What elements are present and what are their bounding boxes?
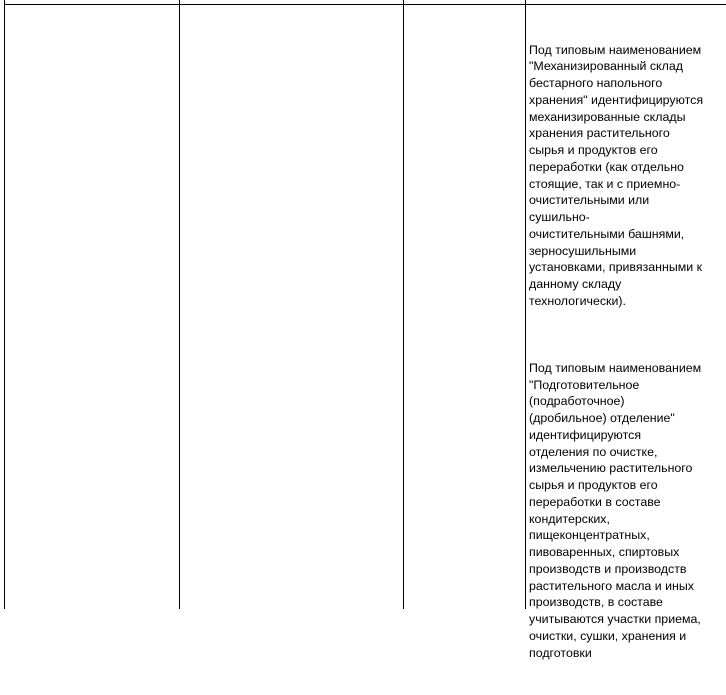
text-line: установками, привязанными к xyxy=(529,260,703,275)
text-line: растительного масла и иных xyxy=(529,578,694,593)
text-line: "Подготовительное xyxy=(529,377,640,392)
text-line: идентифицируются xyxy=(529,427,642,442)
table-cell-description xyxy=(529,8,723,695)
column-border-3 xyxy=(403,0,404,609)
text-line: хранения" идентифицируются xyxy=(529,92,704,107)
text-line: Под типовым наименованием xyxy=(529,360,702,375)
text-line: пивоваренных, спиртовых xyxy=(529,545,680,559)
text-line: пищеконцентратных, xyxy=(529,528,650,543)
text-line: "Механизированный склад xyxy=(529,59,683,74)
column-border-4 xyxy=(525,0,526,609)
text-line: подготовки xyxy=(529,645,592,660)
text-line: измельчению растительного xyxy=(529,461,693,476)
text-line: стоящие, так и с приемно- xyxy=(529,176,681,191)
text-line: производств, в составе xyxy=(529,595,663,610)
text-line: кондитерских, xyxy=(529,511,610,526)
column-border-2 xyxy=(179,0,180,609)
text-line: бестарного напольного xyxy=(529,76,663,90)
text-line: (подработочное) xyxy=(529,394,625,409)
text-line: сырья и продуктов его xyxy=(529,478,658,492)
column-border-1 xyxy=(4,0,5,609)
text-line: (дробильное) отделение" xyxy=(529,411,675,425)
text-line: сырья и продуктов его xyxy=(529,143,658,157)
table-top-border xyxy=(4,4,726,5)
text-line: хранения растительного xyxy=(529,126,670,141)
text-line: сушильно- xyxy=(529,210,590,224)
text-line: производств и производств xyxy=(529,561,687,576)
text-line: зерносушильными xyxy=(529,243,637,258)
text-line: механизированные склады xyxy=(529,109,686,124)
text-line: очистки, сушки, хранения и xyxy=(529,628,687,643)
text-line: учитываются участки приема, xyxy=(529,612,701,626)
text-line: очистительными или xyxy=(529,193,650,208)
text-line: переработки в составе xyxy=(529,494,661,509)
text-line: данному складу xyxy=(529,277,622,291)
text-line: Под типовым наименованием xyxy=(529,42,702,57)
text-line: отделения по очистке, xyxy=(529,444,658,459)
paragraph-preparatory-department xyxy=(529,360,723,662)
text-line: переработки (как отдельно xyxy=(529,159,684,174)
text-line: технологически). xyxy=(529,293,626,308)
text-line: очистительными башнями, xyxy=(529,226,685,241)
paragraph-warehouse xyxy=(529,42,723,310)
